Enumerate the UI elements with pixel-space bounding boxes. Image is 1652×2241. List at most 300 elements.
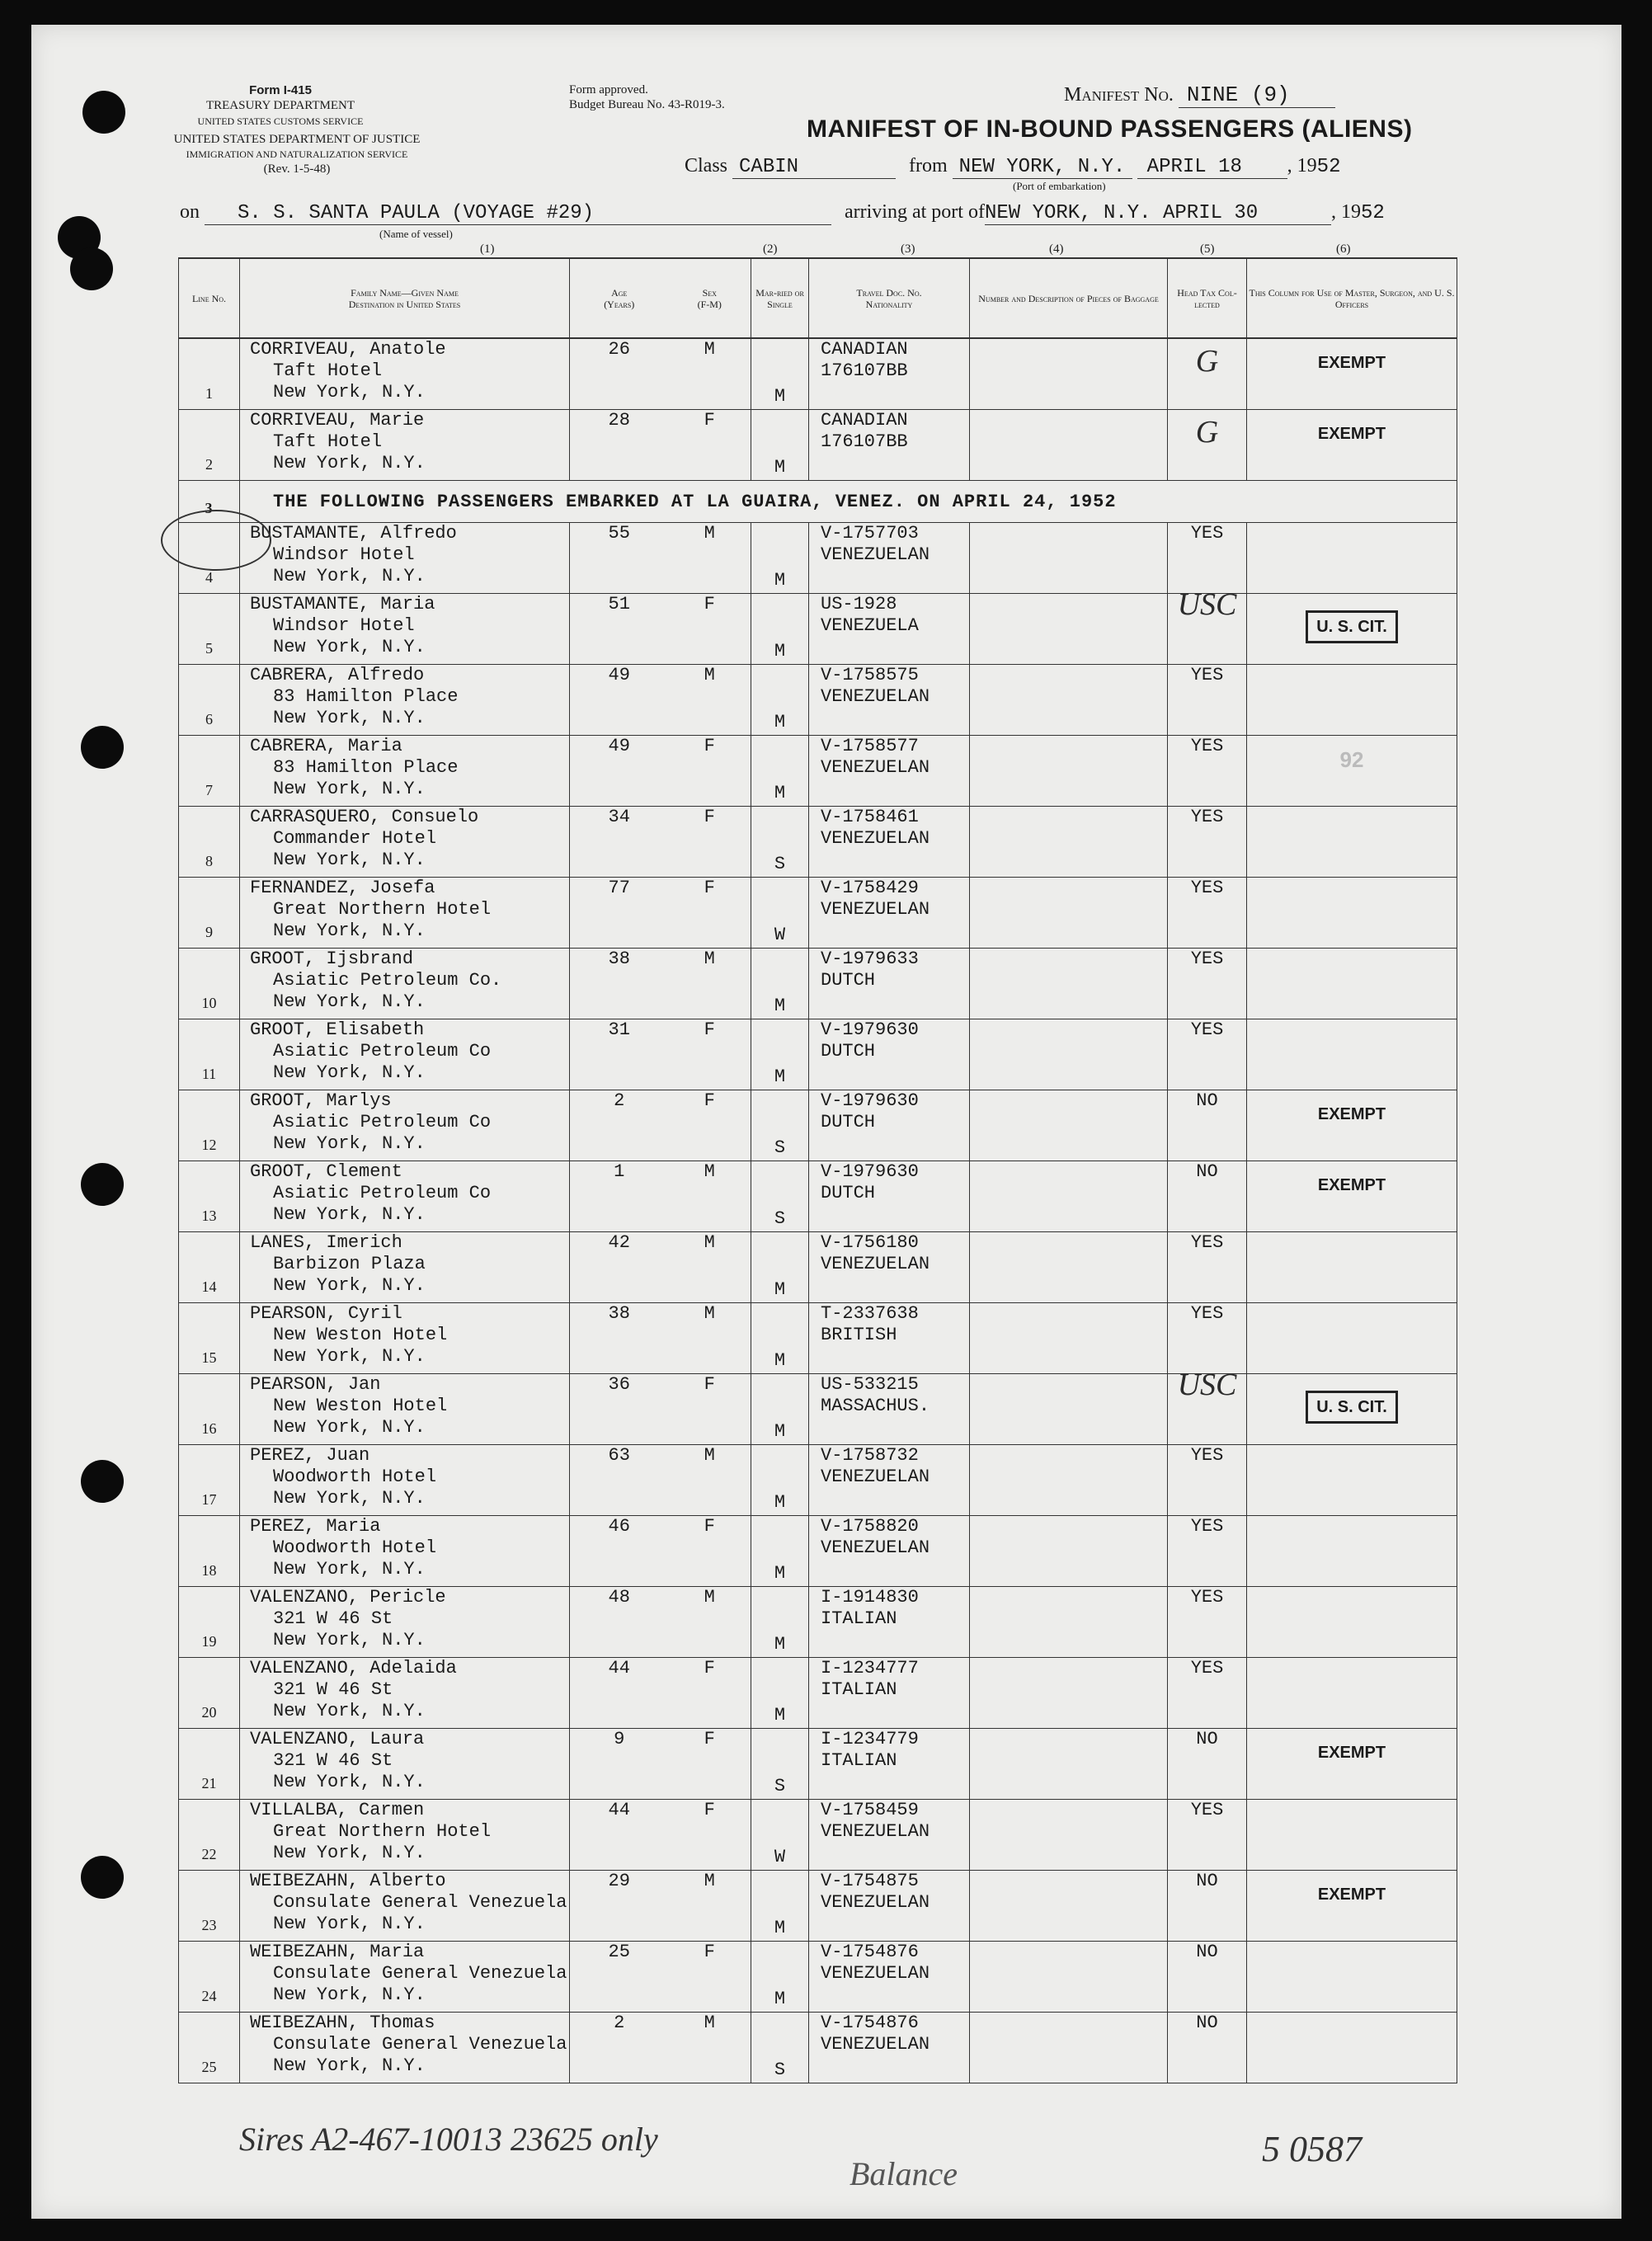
line-number: 12 [201, 1137, 217, 1153]
manifest-number-value: NINE (9) [1179, 82, 1335, 108]
nationality: VENEZUELAN [821, 1821, 930, 1842]
line-number: 3 [205, 500, 214, 516]
nationality: DUTCH [821, 1041, 876, 1062]
table-row [179, 807, 1457, 878]
on-label: on [180, 201, 200, 223]
arriving-label: arriving at port of [845, 201, 985, 223]
table-row [179, 1516, 1457, 1587]
line-number-cell [179, 1161, 240, 1232]
table-row [179, 1232, 1457, 1303]
travel-doc-number: I-1234779 [821, 1729, 919, 1749]
line-number: 10 [201, 995, 217, 1011]
head-tax-value: NO [1196, 1161, 1218, 1182]
marital-status: M [774, 996, 786, 1016]
nationality: VENEZUELAN [821, 828, 930, 849]
baggage-cell [970, 1090, 1168, 1161]
marital-status: M [774, 570, 786, 591]
marital-status: S [774, 854, 786, 874]
baggage-cell [970, 1019, 1168, 1090]
line-number: 25 [201, 2059, 217, 2075]
name-cell [240, 1516, 570, 1587]
travel-doc-number: V-1758577 [821, 736, 919, 756]
travel-doc-cell [809, 665, 970, 736]
marital-status: M [774, 783, 786, 803]
destination-line-2: New York, N.Y. [273, 779, 426, 799]
marital-status: W [774, 1847, 786, 1867]
marital-status-cell [751, 665, 809, 736]
passenger-name: VALENZANO, Pericle [250, 1587, 446, 1608]
nationality: 176107BB [821, 431, 908, 452]
officer-cell [1247, 949, 1457, 1019]
name-cell [240, 736, 570, 807]
column-header-age-line-2: (Years) [604, 298, 635, 310]
marital-status-cell [751, 1658, 809, 1729]
travel-doc-number: V-1756180 [821, 1232, 919, 1253]
destination-line-1: Asiatic Petroleum Co [273, 1041, 492, 1062]
baggage-cell [970, 807, 1168, 878]
head-tax-cell [1168, 1516, 1247, 1587]
head-tax-cell [1168, 338, 1247, 410]
travel-doc-cell [809, 338, 970, 410]
nationality: VENEZUELAN [821, 1467, 930, 1487]
destination-line-2: New York, N.Y. [273, 1914, 426, 1934]
line-number: 7 [205, 782, 213, 798]
column-header-officers: This Column for Use of Master, Surgeon, and U. S. Officers [1247, 258, 1457, 338]
line-3-circle-mark [161, 510, 271, 571]
destination-line-2: New York, N.Y. [273, 1630, 426, 1650]
head-tax-value: USC [1177, 587, 1237, 622]
head-tax-value: G [1195, 344, 1219, 379]
baggage-cell [970, 1445, 1168, 1516]
nationality: DUTCH [821, 1112, 876, 1132]
marital-status: M [774, 1563, 786, 1584]
marital-status: M [774, 1705, 786, 1725]
officer-cell [1247, 807, 1457, 878]
table-row [179, 1303, 1457, 1374]
sex-cell: F [669, 1942, 751, 2013]
port-caption: (Port of embarkation) [1013, 180, 1106, 192]
destination-line-2: New York, N.Y. [273, 1204, 426, 1225]
officer-cell [1247, 1161, 1457, 1232]
travel-doc-cell [809, 410, 970, 481]
head-tax-cell [1168, 1729, 1247, 1800]
passenger-name: LANES, Imerich [250, 1232, 402, 1253]
banner-row [179, 481, 1457, 523]
baggage-cell [970, 1516, 1168, 1587]
immigration-service: IMMIGRATION AND NATURALIZATION SERVICE [186, 148, 408, 160]
head-tax-cell [1168, 1800, 1247, 1871]
destination-line-2: New York, N.Y. [273, 1843, 426, 1863]
travel-doc-number: I-1234777 [821, 1658, 919, 1678]
line-number: 22 [201, 1846, 217, 1862]
sex-cell: F [669, 1374, 751, 1445]
marital-status-cell [751, 1729, 809, 1800]
destination-line-1: Woodworth Hotel [273, 1467, 437, 1487]
head-tax-value: YES [1190, 878, 1224, 898]
sex-cell: M [669, 1303, 751, 1374]
baggage-cell [970, 1729, 1168, 1800]
marital-status-cell [751, 807, 809, 878]
marital-status-cell [751, 1374, 809, 1445]
table-row [179, 736, 1457, 807]
baggage-cell [970, 2013, 1168, 2083]
table-row [179, 1090, 1457, 1161]
table-row [179, 665, 1457, 736]
travel-doc-number: T-2337638 [821, 1303, 919, 1324]
sex-cell: M [669, 523, 751, 594]
marital-status-cell [751, 1090, 809, 1161]
travel-doc-cell [809, 523, 970, 594]
baggage-cell [970, 1303, 1168, 1374]
officer-note: EXEMPT [1317, 1176, 1386, 1194]
destination-line-1: 321 W 46 St [273, 1608, 393, 1629]
baggage-cell [970, 736, 1168, 807]
name-cell [240, 1942, 570, 2013]
punch-hole [81, 726, 124, 769]
marital-status: M [774, 457, 786, 478]
sex-cell: M [669, 2013, 751, 2083]
marital-status: S [774, 1208, 786, 1229]
vessel-line [180, 201, 1385, 225]
marital-status-cell [751, 410, 809, 481]
destination-line-1: New Weston Hotel [273, 1396, 448, 1416]
passenger-name: GROOT, Marlys [250, 1090, 392, 1111]
head-tax-cell [1168, 1871, 1247, 1942]
travel-doc-number: V-1758429 [821, 878, 919, 898]
marital-status: S [774, 1137, 786, 1158]
column-header-age [570, 258, 669, 338]
line-number: 17 [201, 1491, 217, 1508]
travel-doc-number: US-1928 [821, 594, 897, 614]
head-tax-cell [1168, 1090, 1247, 1161]
column-header-travel-doc [809, 258, 970, 338]
line-number: 24 [201, 1988, 217, 2004]
marital-status: M [774, 1634, 786, 1655]
baggage-cell [970, 949, 1168, 1019]
column-header-line-no: Line No. [179, 258, 240, 338]
marital-status-cell [751, 1871, 809, 1942]
head-tax-cell [1168, 1445, 1247, 1516]
name-cell [240, 1019, 570, 1090]
nationality: DUTCH [821, 1183, 876, 1203]
destination-line-2: New York, N.Y. [273, 453, 426, 473]
line-number-cell [179, 1800, 240, 1871]
officer-cell [1247, 1942, 1457, 2013]
marital-status: M [774, 641, 786, 661]
officer-note: 92 [1339, 747, 1364, 772]
marital-status-cell [751, 1161, 809, 1232]
line-number-cell [179, 949, 240, 1019]
age-cell: 38 [570, 949, 669, 1019]
column-number: (6) [1336, 242, 1351, 256]
line-number: 1 [205, 385, 213, 402]
sex-cell: F [669, 410, 751, 481]
head-tax-cell [1168, 523, 1247, 594]
officer-cell [1247, 594, 1457, 665]
sex-cell: F [669, 594, 751, 665]
officer-cell [1247, 1516, 1457, 1587]
punch-hole [81, 1163, 124, 1206]
travel-doc-cell [809, 1090, 970, 1161]
head-tax-cell [1168, 807, 1247, 878]
manifest-number [1064, 82, 1335, 108]
punch-hole [81, 1856, 124, 1899]
travel-doc-cell [809, 594, 970, 665]
marital-status: S [774, 2060, 786, 2080]
marital-status-cell [751, 1516, 809, 1587]
name-cell [240, 1587, 570, 1658]
baggage-cell [970, 1942, 1168, 2013]
destination-line-1: Consulate General Venezuela [273, 1963, 567, 1984]
sex-cell: M [669, 949, 751, 1019]
travel-doc-number: V-1979633 [821, 949, 919, 969]
destination-line-1: Asiatic Petroleum Co [273, 1183, 492, 1203]
destination-line-1: Consulate General Venezuela [273, 1892, 567, 1913]
head-tax-value: G [1195, 415, 1219, 450]
officer-cell [1247, 338, 1457, 410]
marital-status-cell [751, 1800, 809, 1871]
year-prefix-2: , 19 [1330, 201, 1361, 223]
passenger-table [178, 257, 1457, 2083]
passenger-name: VILLALBA, Carmen [250, 1800, 425, 1820]
destination-line-2: New York, N.Y. [273, 991, 426, 1012]
travel-doc-cell [809, 1303, 970, 1374]
age-cell: 77 [570, 878, 669, 949]
line-number-cell [179, 1942, 240, 2013]
travel-doc-cell [809, 1374, 970, 1445]
table-row [179, 594, 1457, 665]
marital-status: S [774, 1776, 786, 1796]
marital-status-cell [751, 1942, 809, 2013]
treasury-department: TREASURY DEPARTMENT [205, 99, 355, 112]
line-number-cell [179, 1232, 240, 1303]
baggage-cell [970, 1587, 1168, 1658]
travel-doc-number: V-1979630 [821, 1090, 919, 1111]
marital-status: M [774, 1918, 786, 1938]
sex-cell: F [669, 807, 751, 878]
marital-status-cell [751, 2013, 809, 2083]
nationality: VENEZUELAN [821, 1892, 930, 1913]
head-tax-value: YES [1190, 523, 1224, 544]
table-row [179, 1445, 1457, 1516]
destination-line-1: Great Northern Hotel [273, 899, 492, 920]
age-cell: 29 [570, 1871, 669, 1942]
marital-status: M [774, 1421, 786, 1442]
nationality: ITALIAN [821, 1750, 897, 1771]
head-tax-value: YES [1190, 1658, 1224, 1678]
line-number-cell [179, 1445, 240, 1516]
officer-cell [1247, 665, 1457, 736]
baggage-cell [970, 338, 1168, 410]
marital-status: M [774, 1492, 786, 1513]
line-number: 8 [205, 853, 213, 869]
head-tax-cell [1168, 1368, 1247, 1445]
name-cell [240, 1800, 570, 1871]
head-tax-cell [1168, 1587, 1247, 1658]
officer-cell [1247, 1019, 1457, 1090]
destination-line-2: New York, N.Y. [273, 1984, 426, 2005]
line-number-cell [179, 1587, 240, 1658]
destination-line-2: New York, N.Y. [273, 2055, 426, 2076]
sex-cell: F [669, 1658, 751, 1729]
baggage-cell [970, 594, 1168, 665]
travel-doc-number: I-1914830 [821, 1587, 919, 1608]
line-number: 19 [201, 1633, 217, 1650]
table-row [179, 2013, 1457, 2083]
table-row [179, 1161, 1457, 1232]
head-tax-cell [1168, 1303, 1247, 1374]
line-number: 18 [201, 1562, 217, 1579]
marital-status-cell [751, 523, 809, 594]
passenger-name: PEARSON, Jan [250, 1374, 381, 1395]
from-label: from [909, 155, 948, 177]
passenger-name: GROOT, Ijsbrand [250, 949, 414, 969]
line-number-cell [179, 736, 240, 807]
officer-cell [1247, 1871, 1457, 1942]
marital-status-cell [751, 1019, 809, 1090]
travel-doc-number: V-1758459 [821, 1800, 919, 1820]
marital-status: M [774, 1350, 786, 1371]
age-cell: 28 [570, 410, 669, 481]
marital-status-cell [751, 878, 809, 949]
officer-cell [1247, 736, 1457, 807]
age-cell: 42 [570, 1232, 669, 1303]
passenger-name: CABRERA, Maria [250, 736, 402, 756]
punch-hole [82, 91, 125, 134]
sex-cell: F [669, 1516, 751, 1587]
passenger-name: VALENZANO, Adelaida [250, 1658, 457, 1678]
line-number-cell [179, 2013, 240, 2083]
name-cell [240, 1232, 570, 1303]
line-number-cell [179, 807, 240, 878]
destination-line-2: New York, N.Y. [273, 920, 426, 941]
head-tax-value: NO [1196, 2013, 1218, 2033]
arrival-port-date: NEW YORK, N.Y. APRIL 30 [985, 202, 1331, 225]
destination-line-1: Woodworth Hotel [273, 1537, 437, 1558]
name-cell [240, 949, 570, 1019]
table-row [179, 1871, 1457, 1942]
nationality: VENEZUELAN [821, 2034, 930, 2055]
year-2: 52 [1360, 202, 1385, 224]
line-number-cell [179, 1019, 240, 1090]
table-row [179, 338, 1457, 410]
travel-doc-number: CANADIAN [821, 339, 908, 360]
destination-line-1: Great Northern Hotel [273, 1821, 492, 1842]
sex-cell: F [669, 736, 751, 807]
passenger-name: GROOT, Clement [250, 1161, 402, 1182]
manifest-number-label: Manifest No. [1064, 84, 1174, 106]
destination-line-1: 83 Hamilton Place [273, 757, 459, 778]
travel-doc-number: V-1754876 [821, 1942, 919, 1962]
destination-line-1: Taft Hotel [273, 360, 383, 381]
destination-line-1: Asiatic Petroleum Co [273, 1112, 492, 1132]
destination-line-1: 321 W 46 St [273, 1679, 393, 1700]
nationality: VENEZUELA [821, 615, 919, 636]
nationality: VENEZUELAN [821, 686, 930, 707]
table-row [179, 410, 1457, 481]
baggage-cell [970, 523, 1168, 594]
age-cell: 9 [570, 1729, 669, 1800]
column-number: (2) [763, 242, 778, 256]
destination-line-1: Windsor Hotel [273, 615, 415, 636]
nationality: VENEZUELAN [821, 1537, 930, 1558]
name-cell [240, 665, 570, 736]
nationality: VENEZUELAN [821, 1963, 930, 1984]
head-tax-value: NO [1196, 1942, 1218, 1962]
table-row [179, 1658, 1457, 1729]
travel-doc-number: US-533215 [821, 1374, 919, 1395]
line-number: 21 [201, 1775, 217, 1791]
sex-cell: F [669, 1729, 751, 1800]
travel-doc-cell [809, 1587, 970, 1658]
baggage-cell [970, 1232, 1168, 1303]
column-header-sex-line-2: (F-M) [697, 298, 722, 310]
passenger-name: BUSTAMANTE, Alfredo [250, 523, 457, 544]
officer-note: U. S. CIT. [1306, 1391, 1398, 1424]
passenger-name: CORRIVEAU, Anatole [250, 339, 446, 360]
travel-doc-number: CANADIAN [821, 410, 908, 431]
class-line [685, 155, 1340, 179]
table-row [179, 1019, 1457, 1090]
marital-status-cell [751, 736, 809, 807]
sex-cell: F [669, 878, 751, 949]
head-tax-value: NO [1196, 1729, 1218, 1749]
head-tax-value: YES [1190, 1019, 1224, 1040]
travel-doc-cell [809, 1516, 970, 1587]
table-row [179, 1942, 1457, 2013]
age-cell: 44 [570, 1658, 669, 1729]
marital-status: M [774, 712, 786, 732]
column-header-travel-line-2: Nationality [865, 298, 913, 310]
marital-status-cell [751, 1445, 809, 1516]
passenger-name: WEIBEZAHN, Alberto [250, 1871, 446, 1891]
column-header-travel-line-1: Travel Doc. No. [856, 286, 922, 299]
officer-cell [1247, 1658, 1457, 1729]
table-row [179, 523, 1457, 594]
column-header-sex-line-1: Sex [702, 286, 717, 299]
destination-line-1: New Weston Hotel [273, 1325, 448, 1345]
travel-doc-cell [809, 807, 970, 878]
line-number: 2 [205, 456, 213, 473]
nationality: MASSACHUS. [821, 1396, 930, 1416]
marital-status-cell [751, 1303, 809, 1374]
nationality: VENEZUELAN [821, 544, 930, 565]
marital-status-cell [751, 338, 809, 410]
head-tax-value: YES [1190, 1303, 1224, 1324]
age-cell: 2 [570, 1090, 669, 1161]
baggage-cell [970, 1871, 1168, 1942]
sex-cell: F [669, 1019, 751, 1090]
travel-doc-cell [809, 1658, 970, 1729]
travel-doc-number: V-1758732 [821, 1445, 919, 1466]
line-number-cell [179, 665, 240, 736]
column-header-name [240, 258, 570, 338]
head-tax-cell [1168, 2013, 1247, 2083]
destination-line-1: 321 W 46 St [273, 1750, 393, 1771]
officer-cell [1247, 878, 1457, 949]
sex-cell: F [669, 1800, 751, 1871]
column-header-sex [669, 258, 751, 338]
table-row [179, 1374, 1457, 1445]
head-tax-value: NO [1196, 1090, 1218, 1111]
officer-note: U. S. CIT. [1306, 610, 1398, 643]
destination-line-2: New York, N.Y. [273, 1133, 426, 1154]
name-cell [240, 1658, 570, 1729]
table-row [179, 1729, 1457, 1800]
baggage-cell [970, 1800, 1168, 1871]
line-number: 9 [205, 924, 213, 940]
travel-doc-cell [809, 878, 970, 949]
